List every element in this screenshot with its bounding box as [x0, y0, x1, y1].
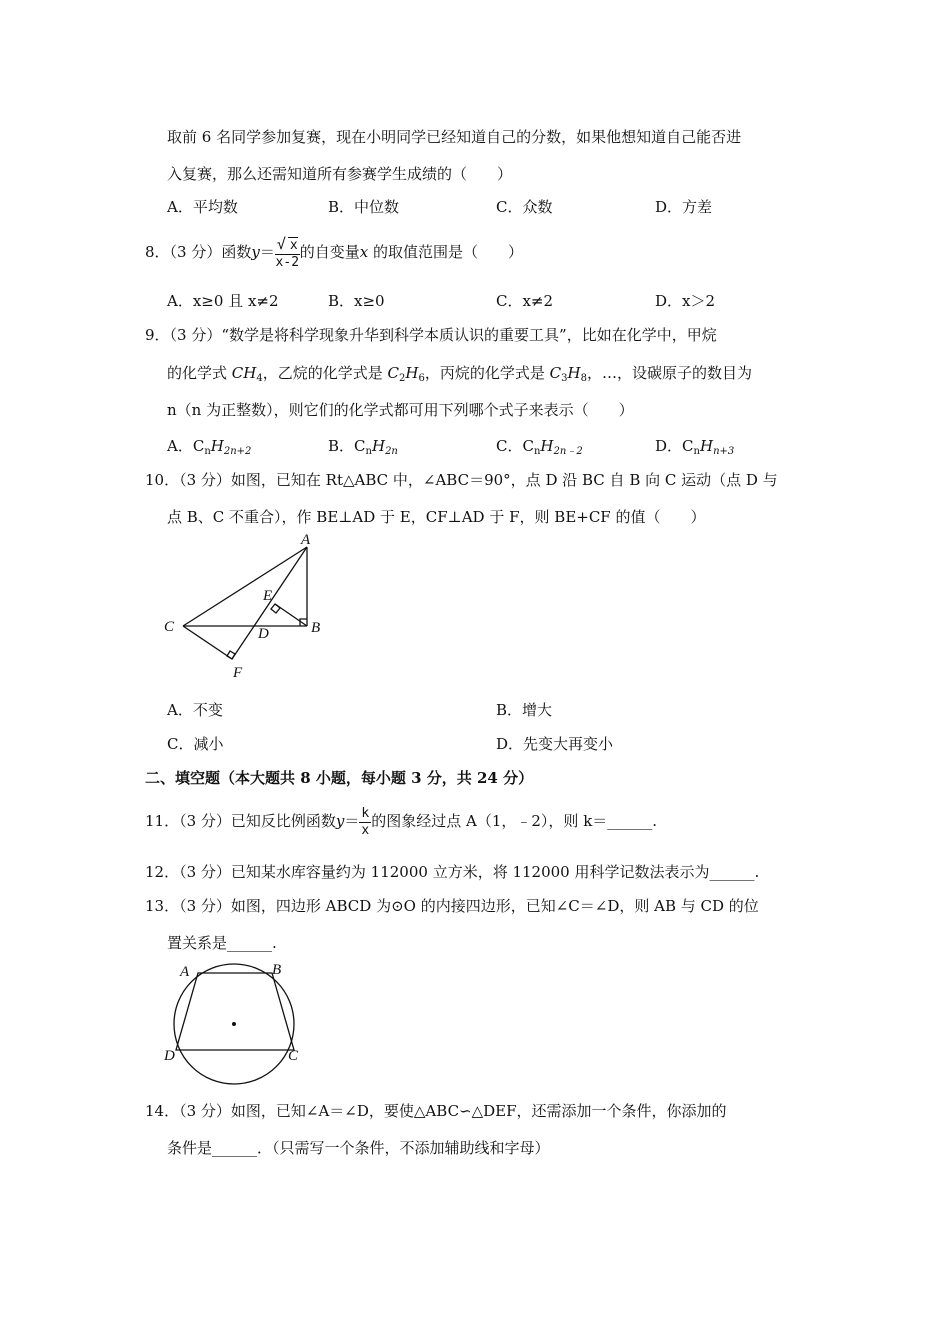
q13-text-line2: 置关系是______. [167, 934, 277, 952]
q8-suffix: 的取值范围是（ ） [368, 243, 523, 261]
q10-option-c: C．减小 [167, 735, 224, 753]
q7-option-c: C．众数 [496, 198, 553, 216]
q8-mid: 的自变量 [299, 243, 360, 261]
q9-option-c: C．$C_nH_{2n﹣2}$ [496, 437, 583, 457]
q8-option-a: A．x≥0 且 x≠2 [167, 292, 279, 310]
q9-text-line1: 9．（3 分）“数学是将科学现象升华到科学本质认识的重要工具”，比如在化学中，甲烷 [145, 326, 717, 344]
q12-text: 12．（3 分）已知某水库容量约为 112000 立方米，将 112000 用科学记数法表示为______. [145, 863, 760, 881]
q10-label-a: A [301, 532, 311, 548]
q8-option-d: D．x＞2 [655, 292, 716, 310]
q10-label-c: C [164, 619, 175, 635]
q14-text-line1: 14．（3 分）如图，已知∠A＝∠D，要使△ABC∽△DEF，还需添加一个条件，你添加的 [145, 1102, 727, 1120]
q13-text-line1: 13．（3 分）如图，四边形 ABCD 为⊙O 的内接四边形，已知∠C＝∠D，则 AB 与 CD 的位 [145, 897, 759, 915]
q8-stem [145, 232, 523, 272]
q9-text-line2: 的化学式 $CH_4$，乙烷的化学式是 $C_2H_6$，丙烷的化学式是 $C_3H_8$，…，设碳原子的数目为 [167, 364, 752, 384]
q10-right-angle-f [227, 651, 235, 659]
q13-label-a: A [180, 964, 190, 980]
q7-option-a: A．平均数 [167, 198, 238, 216]
q8-option-b: B．x≥0 [328, 292, 385, 310]
q13-label-c: C [288, 1048, 299, 1064]
q10-right-angle-e [271, 604, 280, 613]
q10-segment-cf [183, 626, 232, 659]
q9-option-d: D．$C_nH_{n+3}$ [655, 437, 735, 457]
section-2-heading: 二、填空题（本大题共 8 小题，每小题 3 分，共 24 分） [145, 769, 534, 787]
q8-numerator: x [289, 237, 298, 253]
q7-text-line1: 取前 6 名同学参加复赛，现在小明同学已经知道自己的分数，如果他想知道自己能否进 [167, 128, 742, 146]
q10-triangle-figure [155, 532, 335, 682]
q8-denominator: x-2 [275, 254, 300, 270]
q13-label-b: B [272, 962, 282, 978]
q13-circle-figure [160, 958, 310, 1090]
q7-option-d: D．方差 [655, 198, 713, 216]
q7-option-b: B．中位数 [328, 198, 400, 216]
q8-var-y: y [251, 243, 260, 261]
q10-text-line2: 点 B、C 不重合），作 BE⊥AD 于 E，CF⊥AD 于 F，则 BE+CF 的值（ ） [167, 508, 706, 526]
q13-center-point [232, 1022, 236, 1026]
q10-option-d: D．先变大再变小 [496, 735, 614, 753]
q8-prefix: 8．（3 分）函数 [145, 243, 252, 261]
q11-stem: 11．（3 分）已知反比例函数y＝ $\frac{k}{x}$ 的图象经过点 A（1，﹣2），则 k＝______. [145, 805, 658, 838]
q10-segment-ca [183, 547, 307, 626]
q10-text-line1: 10．（3 分）如图，已知在 Rt△ABC 中，∠ABC＝90°，点 D 沿 BC 自 B 向 C 运动（点 D 与 [145, 471, 778, 489]
q10-label-e: E [263, 588, 273, 604]
q13-quadrilateral-abcd [176, 973, 294, 1050]
q11-fraction: $\frac{k}{x}$ [361, 805, 370, 838]
q10-label-b: B [311, 620, 321, 636]
q9-text-line3: n（n 为正整数），则它们的化学式都可用下列哪个式子来表示（ ） [167, 401, 634, 419]
q10-label-d: D [258, 626, 269, 642]
q8-equals: ＝ [259, 243, 275, 261]
q9-option-a: A．$C_nH_{2n+2}$ [167, 437, 252, 457]
q8-var-x: x [359, 243, 369, 261]
q9-option-b: B．$C_nH_{2n}$ [328, 437, 398, 457]
q13-label-d: D [164, 1048, 175, 1064]
q8-fraction: $\frac{√ x}{x-2}$ [275, 234, 300, 270]
q10-option-b: B．增大 [496, 701, 553, 719]
q10-label-f: F [233, 665, 243, 681]
q7-text-line2: 入复赛，那么还需知道所有参赛学生成绩的（ ） [167, 165, 513, 183]
q8-option-c: C．x≠2 [496, 292, 554, 310]
q10-option-a: A．不变 [167, 701, 223, 719]
q14-text-line2: 条件是______．（只需写一个条件，不添加辅助线和字母） [167, 1139, 550, 1157]
